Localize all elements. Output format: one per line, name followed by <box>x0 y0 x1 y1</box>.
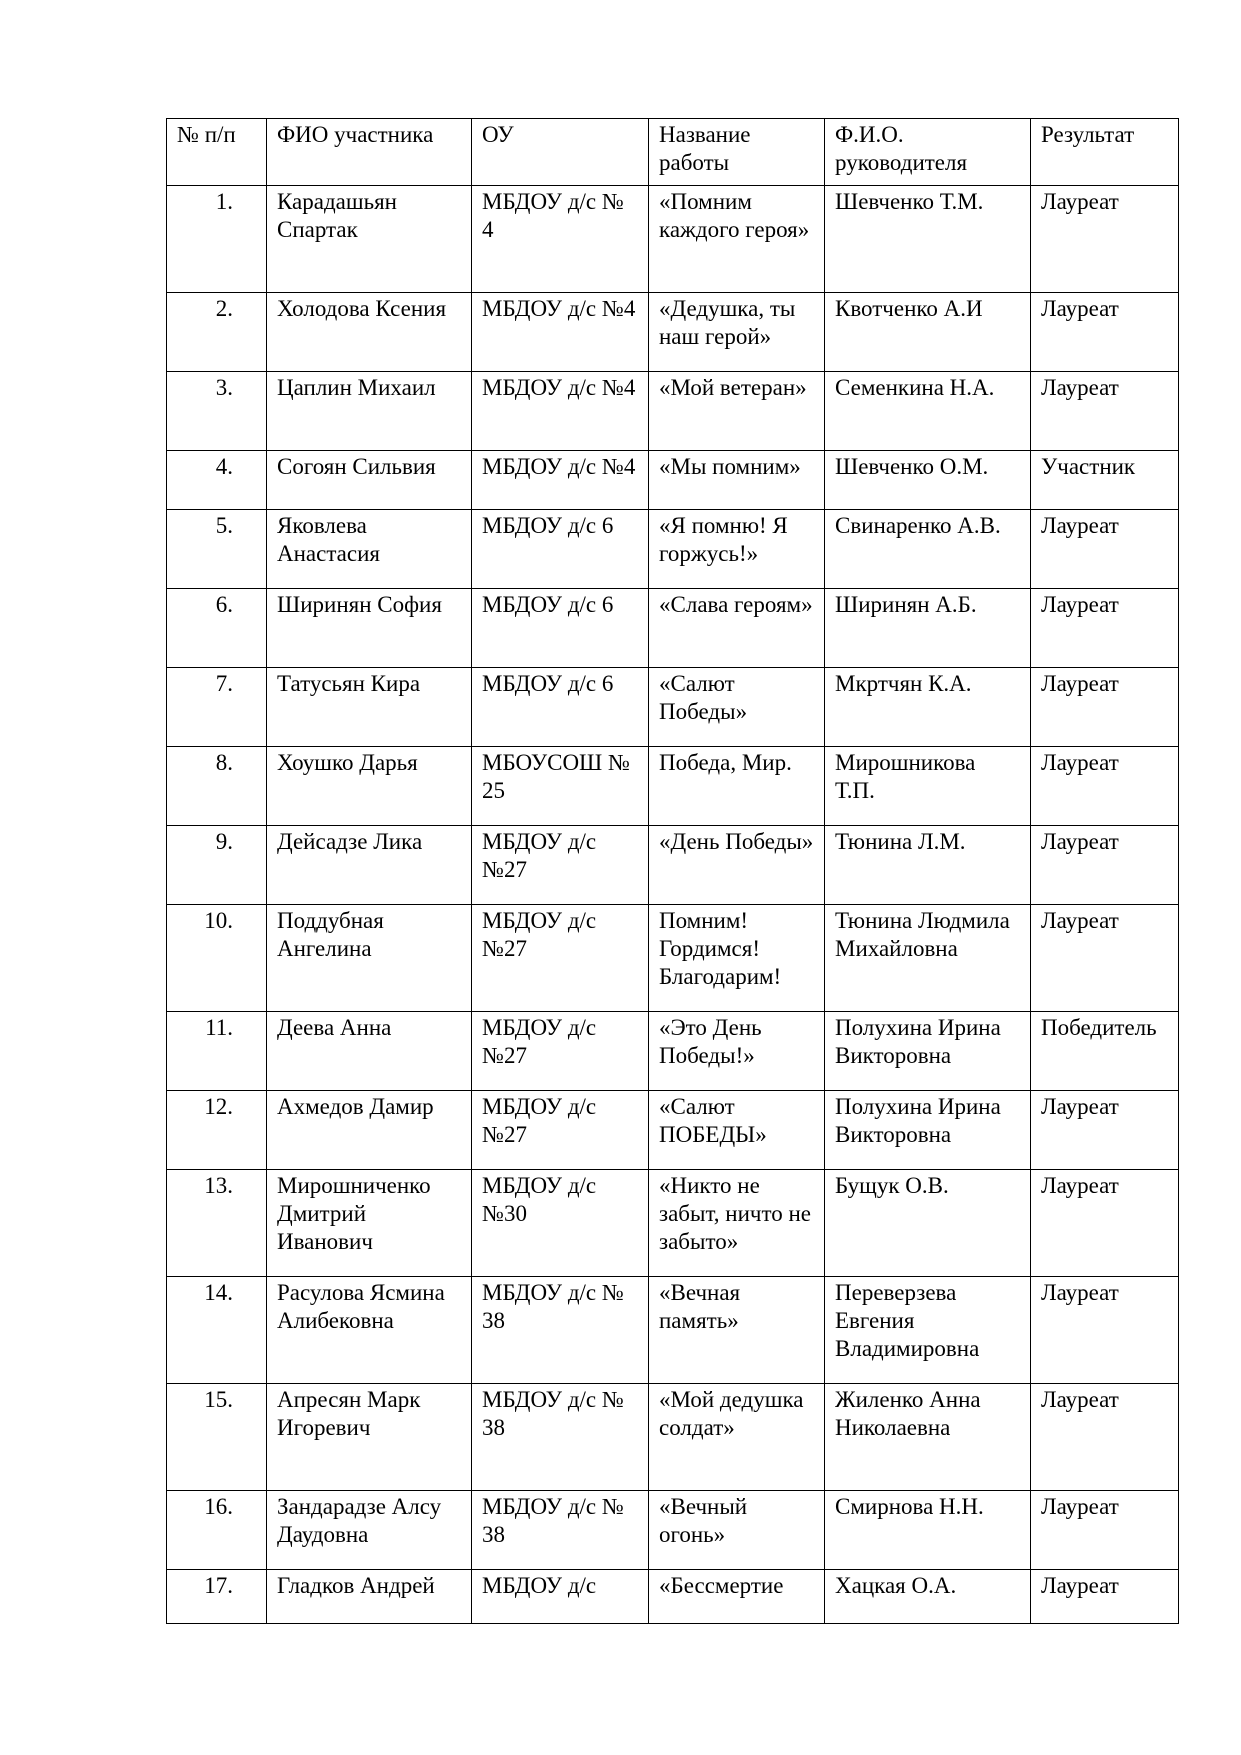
row-num: 4. <box>167 451 267 510</box>
row-result: Лауреат <box>1031 589 1179 668</box>
row-num: 13. <box>167 1170 267 1277</box>
row-name: Дейсадзе Лика <box>267 826 472 905</box>
header-num: № п/п <box>167 119 267 186</box>
row-result: Лауреат <box>1031 372 1179 451</box>
header-row <box>167 119 1179 186</box>
row-name: Ахмедов Дамир <box>267 1091 472 1170</box>
row-school: МБДОУ д/с 6 <box>472 589 649 668</box>
table-row <box>167 1091 1179 1170</box>
row-num: 14. <box>167 1277 267 1384</box>
row-result: Лауреат <box>1031 668 1179 747</box>
row-school: МБДОУ д/с №4 <box>472 293 649 372</box>
row-name: Зандарадзе Алсу Даудовна <box>267 1491 472 1570</box>
row-num: 17. <box>167 1570 267 1624</box>
row-num: 2. <box>167 293 267 372</box>
row-leader: Мирошникова Т.П. <box>825 747 1031 826</box>
row-school: МБДОУ д/с 6 <box>472 668 649 747</box>
row-school: МБДОУ д/с №27 <box>472 826 649 905</box>
row-result: Участник <box>1031 451 1179 510</box>
table-row <box>167 905 1179 1012</box>
row-name: Апресян Марк Игоревич <box>267 1384 472 1491</box>
row-num: 12. <box>167 1091 267 1170</box>
row-leader: Свинаренко А.В. <box>825 510 1031 589</box>
row-leader: Тюнина Людмила Михайловна <box>825 905 1031 1012</box>
row-result: Лауреат <box>1031 186 1179 293</box>
table-row <box>167 510 1179 589</box>
row-num: 3. <box>167 372 267 451</box>
table-row <box>167 451 1179 510</box>
table-row <box>167 1384 1179 1491</box>
row-name: Расулова Ясмина Алибековна <box>267 1277 472 1384</box>
row-result: Победитель <box>1031 1012 1179 1091</box>
table-row <box>167 668 1179 747</box>
row-name: Цаплин Михаил <box>267 372 472 451</box>
row-school: МБОУСОШ № 25 <box>472 747 649 826</box>
row-leader: Тюнина Л.М. <box>825 826 1031 905</box>
header-name: ФИО участника <box>267 119 472 186</box>
row-num: 8. <box>167 747 267 826</box>
table-body <box>167 186 1179 1624</box>
row-school: МБДОУ д/с №4 <box>472 451 649 510</box>
table-row <box>167 589 1179 668</box>
row-school: МБДОУ д/с № 38 <box>472 1384 649 1491</box>
row-school: МБДОУ д/с <box>472 1570 649 1624</box>
row-school: МБДОУ д/с №27 <box>472 1091 649 1170</box>
row-num: 5. <box>167 510 267 589</box>
results-table <box>166 118 1179 1624</box>
row-result: Лауреат <box>1031 826 1179 905</box>
row-title: «Я помню! Я горжусь!» <box>649 510 825 589</box>
row-leader: Шевченко Т.М. <box>825 186 1031 293</box>
row-num: 16. <box>167 1491 267 1570</box>
row-name: Холодова Ксения <box>267 293 472 372</box>
table-row <box>167 1170 1179 1277</box>
table-row <box>167 1570 1179 1624</box>
row-num: 1. <box>167 186 267 293</box>
table-row <box>167 186 1179 293</box>
row-leader: Ширинян А.Б. <box>825 589 1031 668</box>
row-result: Лауреат <box>1031 293 1179 372</box>
header-title: Название работы <box>649 119 825 186</box>
row-title: «Мой дедушка солдат» <box>649 1384 825 1491</box>
row-title: «Это День Победы!» <box>649 1012 825 1091</box>
row-school: МБДОУ д/с №30 <box>472 1170 649 1277</box>
row-result: Лауреат <box>1031 1091 1179 1170</box>
row-result: Лауреат <box>1031 1570 1179 1624</box>
row-title: Помним! Гордимся! Благодарим! <box>649 905 825 1012</box>
row-leader: Семенкина Н.А. <box>825 372 1031 451</box>
row-num: 6. <box>167 589 267 668</box>
table-header <box>167 119 1179 186</box>
row-name: Яковлева Анастасия <box>267 510 472 589</box>
row-school: МБДОУ д/с №27 <box>472 1012 649 1091</box>
row-leader: Хацкая О.А. <box>825 1570 1031 1624</box>
row-title: «Слава героям» <box>649 589 825 668</box>
row-leader: Квотченко А.И <box>825 293 1031 372</box>
row-title: Победа, Мир. <box>649 747 825 826</box>
row-title: «Мы помним» <box>649 451 825 510</box>
row-name: Татусьян Кира <box>267 668 472 747</box>
row-result: Лауреат <box>1031 1384 1179 1491</box>
row-name: Поддубная Ангелина <box>267 905 472 1012</box>
row-num: 15. <box>167 1384 267 1491</box>
row-title: «Салют ПОБЕДЫ» <box>649 1091 825 1170</box>
row-leader: Мкртчян К.А. <box>825 668 1031 747</box>
row-title: «Никто не забыт, ничто не забыто» <box>649 1170 825 1277</box>
row-title: «Вечная память» <box>649 1277 825 1384</box>
row-title: «Бессмертие <box>649 1570 825 1624</box>
row-name: Мирошниченко Дмитрий Иванович <box>267 1170 472 1277</box>
row-leader: Переверзева Евгения Владимировна <box>825 1277 1031 1384</box>
row-leader: Шевченко О.М. <box>825 451 1031 510</box>
row-title: «Салют Победы» <box>649 668 825 747</box>
row-school: МБДОУ д/с №27 <box>472 905 649 1012</box>
row-result: Лауреат <box>1031 905 1179 1012</box>
row-title: «Помним каждого героя» <box>649 186 825 293</box>
row-title: «День Победы» <box>649 826 825 905</box>
table-row <box>167 1277 1179 1384</box>
row-school: МБДОУ д/с № 38 <box>472 1491 649 1570</box>
row-result: Лауреат <box>1031 747 1179 826</box>
header-school: ОУ <box>472 119 649 186</box>
row-num: 11. <box>167 1012 267 1091</box>
row-name: Карадашьян Спартак <box>267 186 472 293</box>
row-leader: Полухина Ирина Викторовна <box>825 1012 1031 1091</box>
row-name: Деева Анна <box>267 1012 472 1091</box>
row-result: Лауреат <box>1031 510 1179 589</box>
row-title: «Мой ветеран» <box>649 372 825 451</box>
row-result: Лауреат <box>1031 1277 1179 1384</box>
row-result: Лауреат <box>1031 1170 1179 1277</box>
table-row <box>167 747 1179 826</box>
row-name: Ширинян София <box>267 589 472 668</box>
row-school: МБДОУ д/с № 38 <box>472 1277 649 1384</box>
row-name: Хоушко Дарья <box>267 747 472 826</box>
row-leader: Смирнова Н.Н. <box>825 1491 1031 1570</box>
row-school: МБДОУ д/с №4 <box>472 372 649 451</box>
row-leader: Полухина Ирина Викторовна <box>825 1091 1031 1170</box>
header-result: Результат <box>1031 119 1179 186</box>
row-name: Гладков Андрей <box>267 1570 472 1624</box>
row-name: Согоян Сильвия <box>267 451 472 510</box>
table-row <box>167 826 1179 905</box>
header-leader: Ф.И.О. руководителя <box>825 119 1031 186</box>
row-leader: Бущук О.В. <box>825 1170 1031 1277</box>
table-row <box>167 1491 1179 1570</box>
row-num: 7. <box>167 668 267 747</box>
row-school: МБДОУ д/с 6 <box>472 510 649 589</box>
row-num: 9. <box>167 826 267 905</box>
table-row <box>167 1012 1179 1091</box>
table-row <box>167 372 1179 451</box>
row-title: «Вечный огонь» <box>649 1491 825 1570</box>
row-leader: Жиленко Анна Николаевна <box>825 1384 1031 1491</box>
row-school: МБДОУ д/с № 4 <box>472 186 649 293</box>
row-result: Лауреат <box>1031 1491 1179 1570</box>
row-title: «Дедушка, ты наш герой» <box>649 293 825 372</box>
table-row <box>167 293 1179 372</box>
row-num: 10. <box>167 905 267 1012</box>
